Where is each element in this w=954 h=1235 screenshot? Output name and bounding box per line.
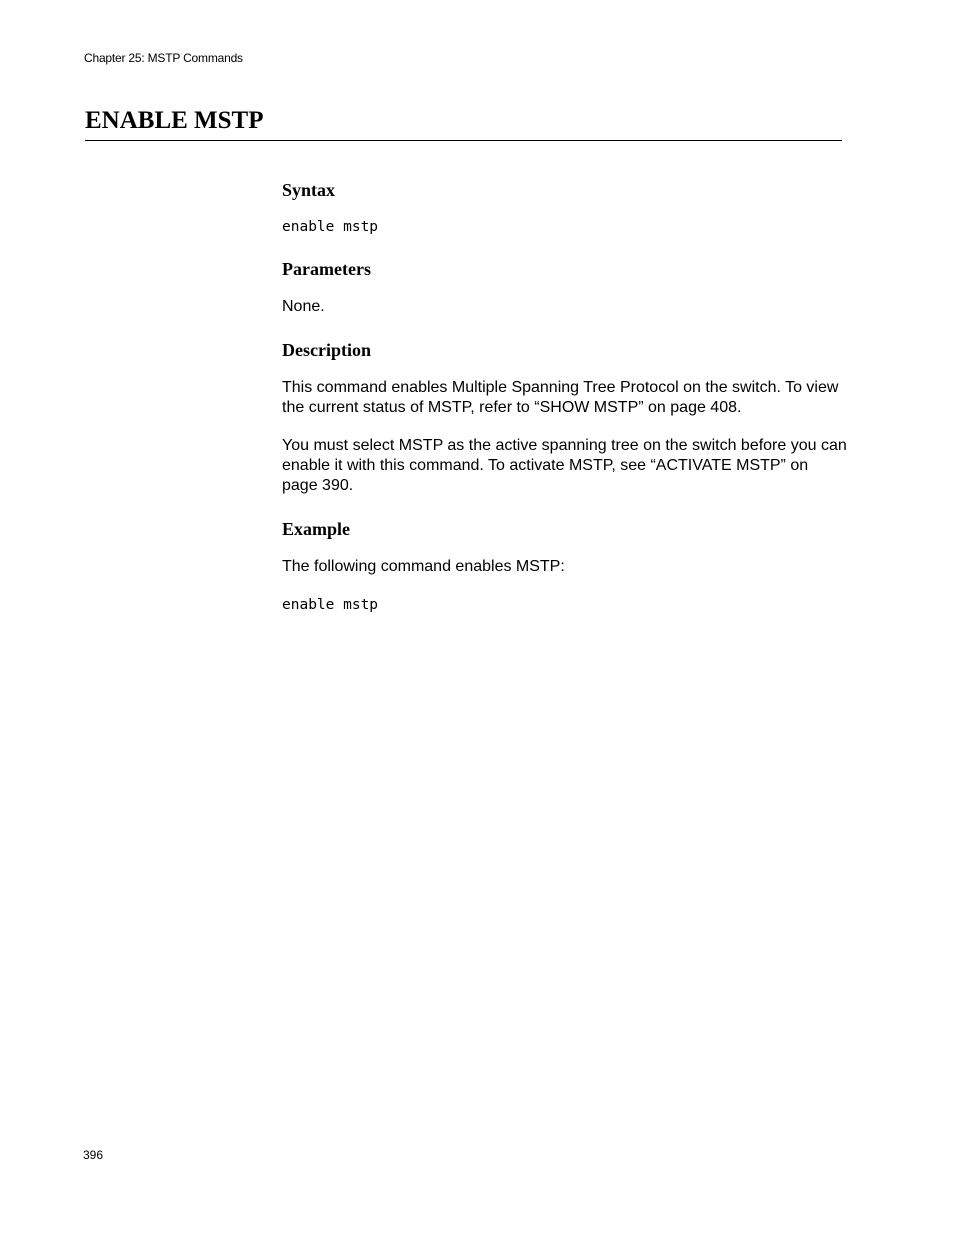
parameters-heading: Parameters [282,259,371,279]
description-paragraph-1: This command enables Multiple Spanning Tree Protocol on the switch. To view the current status of MSTP, refer to “SHOW MSTP” on page 408. [282,379,839,416]
example-heading: Example [282,519,351,539]
description-paragraph-2: You must select MSTP as the active spanning tree on the switch before you can enable it with this command. To activate MSTP, see “ACTIVATE MSTP” on page 390. [282,437,847,494]
title-rule [85,140,842,141]
running-header: Chapter 25: MSTP Commands [84,51,243,65]
example-code: enable mstp [282,597,379,613]
example-text: The following command enables MSTP: [282,558,565,575]
parameters-text: None. [282,298,325,315]
syntax-heading: Syntax [282,180,336,200]
page-number: 396 [83,1148,104,1162]
page-title: ENABLE MSTP [85,107,264,134]
syntax-code: enable mstp [282,219,379,235]
description-heading: Description [282,340,371,360]
